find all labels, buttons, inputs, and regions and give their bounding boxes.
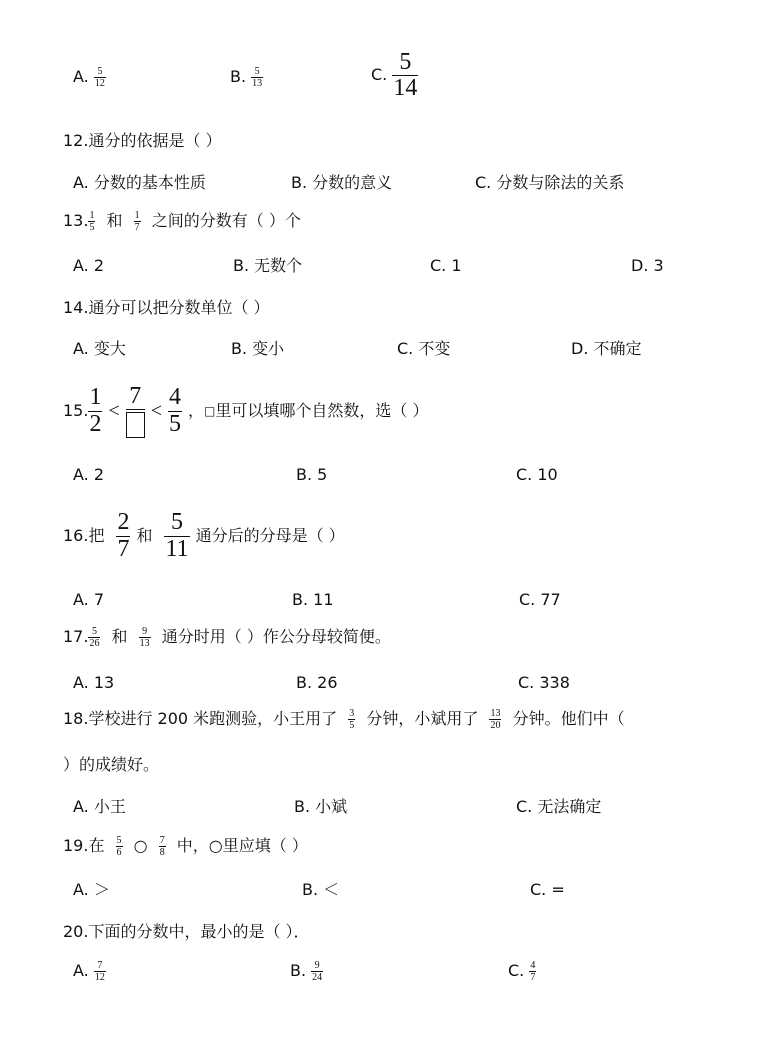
fraction: $\frac{3}{5}$: [349, 708, 355, 731]
q17-option-c: C. 338: [518, 673, 570, 692]
q13-option-a: A. 2: [73, 256, 105, 275]
q16-option-b: B. 11: [292, 590, 334, 609]
q17-option-b: B. 26: [296, 673, 338, 692]
q20-question: 20.下面的分数中，最小的是（ ）．: [63, 922, 310, 941]
q19-option-c: C. =: [530, 880, 565, 899]
fraction: $\frac{5}{6}$: [116, 835, 122, 858]
q18-option-c: C. 无法确定: [516, 797, 602, 816]
q19-option-a: A. ＞: [73, 880, 110, 899]
q15-question: 15. $\frac{1}{2}$ < 7 < $\frac{4}{5}$ ， □ 里可以填哪个自然数，选（ ）: [63, 382, 429, 437]
q20-option-b: B. $\frac{9}{24}$: [290, 960, 323, 983]
q20-option-a: A. $\frac{7}{12}$: [73, 960, 105, 983]
q14-option-b: B. 变小: [231, 339, 285, 358]
q13-option-b: B. 无数个: [233, 256, 303, 275]
q16-option-a: A. 7: [73, 590, 105, 609]
fraction: $\frac{1}{7}$: [134, 210, 140, 233]
q11-option-c: C. $\frac{5}{14}$: [371, 49, 418, 102]
q11-option-b: B. $\frac{5}{13}$: [230, 66, 263, 89]
fraction: $\frac{9}{24}$: [312, 960, 323, 983]
fraction: $\frac{9}{13}$: [139, 626, 150, 649]
fraction: $\frac{13}{20}$: [490, 708, 501, 731]
fraction: $\frac{4}{7}$: [530, 960, 536, 983]
fraction: $\frac{5}{14}$: [393, 49, 418, 102]
fraction: $\frac{5}{11}$: [165, 509, 189, 562]
q18-question-line2: ）的成绩好。: [63, 755, 160, 774]
fraction: $\frac{4}{5}$: [169, 384, 182, 437]
q17-option-a: A. 13: [73, 673, 115, 692]
q17-question: 17. $\frac{5}{26}$ 和 $\frac{9}{13}$ 通分时用（ ）作公分母较简便。: [63, 626, 391, 649]
blank-circle: ○: [133, 836, 148, 855]
q12-option-b: B. 分数的意义: [291, 173, 393, 192]
q15-option-c: C. 10: [516, 465, 558, 484]
q13-question: 13. $\frac{1}{5}$ 和 $\frac{1}{7}$ 之间的分数有（ ）个: [63, 210, 301, 233]
q13-option-d: D. 3: [631, 256, 664, 275]
q13-option-c: C. 1: [430, 256, 462, 275]
q14-question: 14.通分可以把分数单位（ ）: [63, 298, 270, 317]
q19-question: 19.在 $\frac{5}{6}$ ○ $\frac{7}{8}$ 中，○里应填（ ）: [63, 835, 308, 858]
q14-option-c: C. 不变: [397, 339, 451, 358]
q15-option-a: A. 2: [73, 465, 105, 484]
q12-option-c: C. 分数与除法的关系: [475, 173, 625, 192]
q15-option-b: B. 5: [296, 465, 328, 484]
q14-option-a: A. 变大: [73, 339, 126, 358]
q12-option-a: A. 分数的基本性质: [73, 173, 206, 192]
fraction: $\frac{7}{12}$: [94, 960, 105, 983]
q20-option-c: C. $\frac{4}{7}$: [508, 960, 536, 983]
fraction: $\frac{1}{5}$: [89, 210, 95, 233]
fraction: $\frac{5}{13}$: [252, 66, 263, 89]
q19-option-b: B. ＜: [302, 880, 340, 899]
q14-option-d: D. 不确定: [571, 339, 642, 358]
fraction: $\frac{2}{7}$: [117, 509, 130, 562]
fraction: $\frac{7}{8}$: [159, 835, 165, 858]
fraction-with-blank: 7: [126, 384, 145, 438]
q11-option-a: A. $\frac{5}{12}$: [73, 66, 105, 89]
blank-square: [126, 412, 145, 438]
fraction: $\frac{1}{2}$: [89, 384, 102, 437]
fraction: $\frac{5}{12}$: [94, 66, 105, 89]
q12-question: 12.通分的依据是（ ）: [63, 131, 222, 150]
q18-option-b: B. 小斌: [294, 797, 348, 816]
q18-option-a: A. 小王: [73, 797, 126, 816]
q16-question: 16.把 $\frac{2}{7}$ 和 $\frac{5}{11}$ 通分后的分母是（ ）: [63, 509, 345, 562]
q16-option-c: C. 77: [519, 590, 561, 609]
fraction: $\frac{5}{26}$: [89, 626, 100, 649]
q18-question: 18.学校进行 200 米跑测验，小王用了 $\frac{3}{5}$ 分钟，小斌用了 $\frac{13}{20}$ 分钟。他们中（: [63, 708, 625, 731]
